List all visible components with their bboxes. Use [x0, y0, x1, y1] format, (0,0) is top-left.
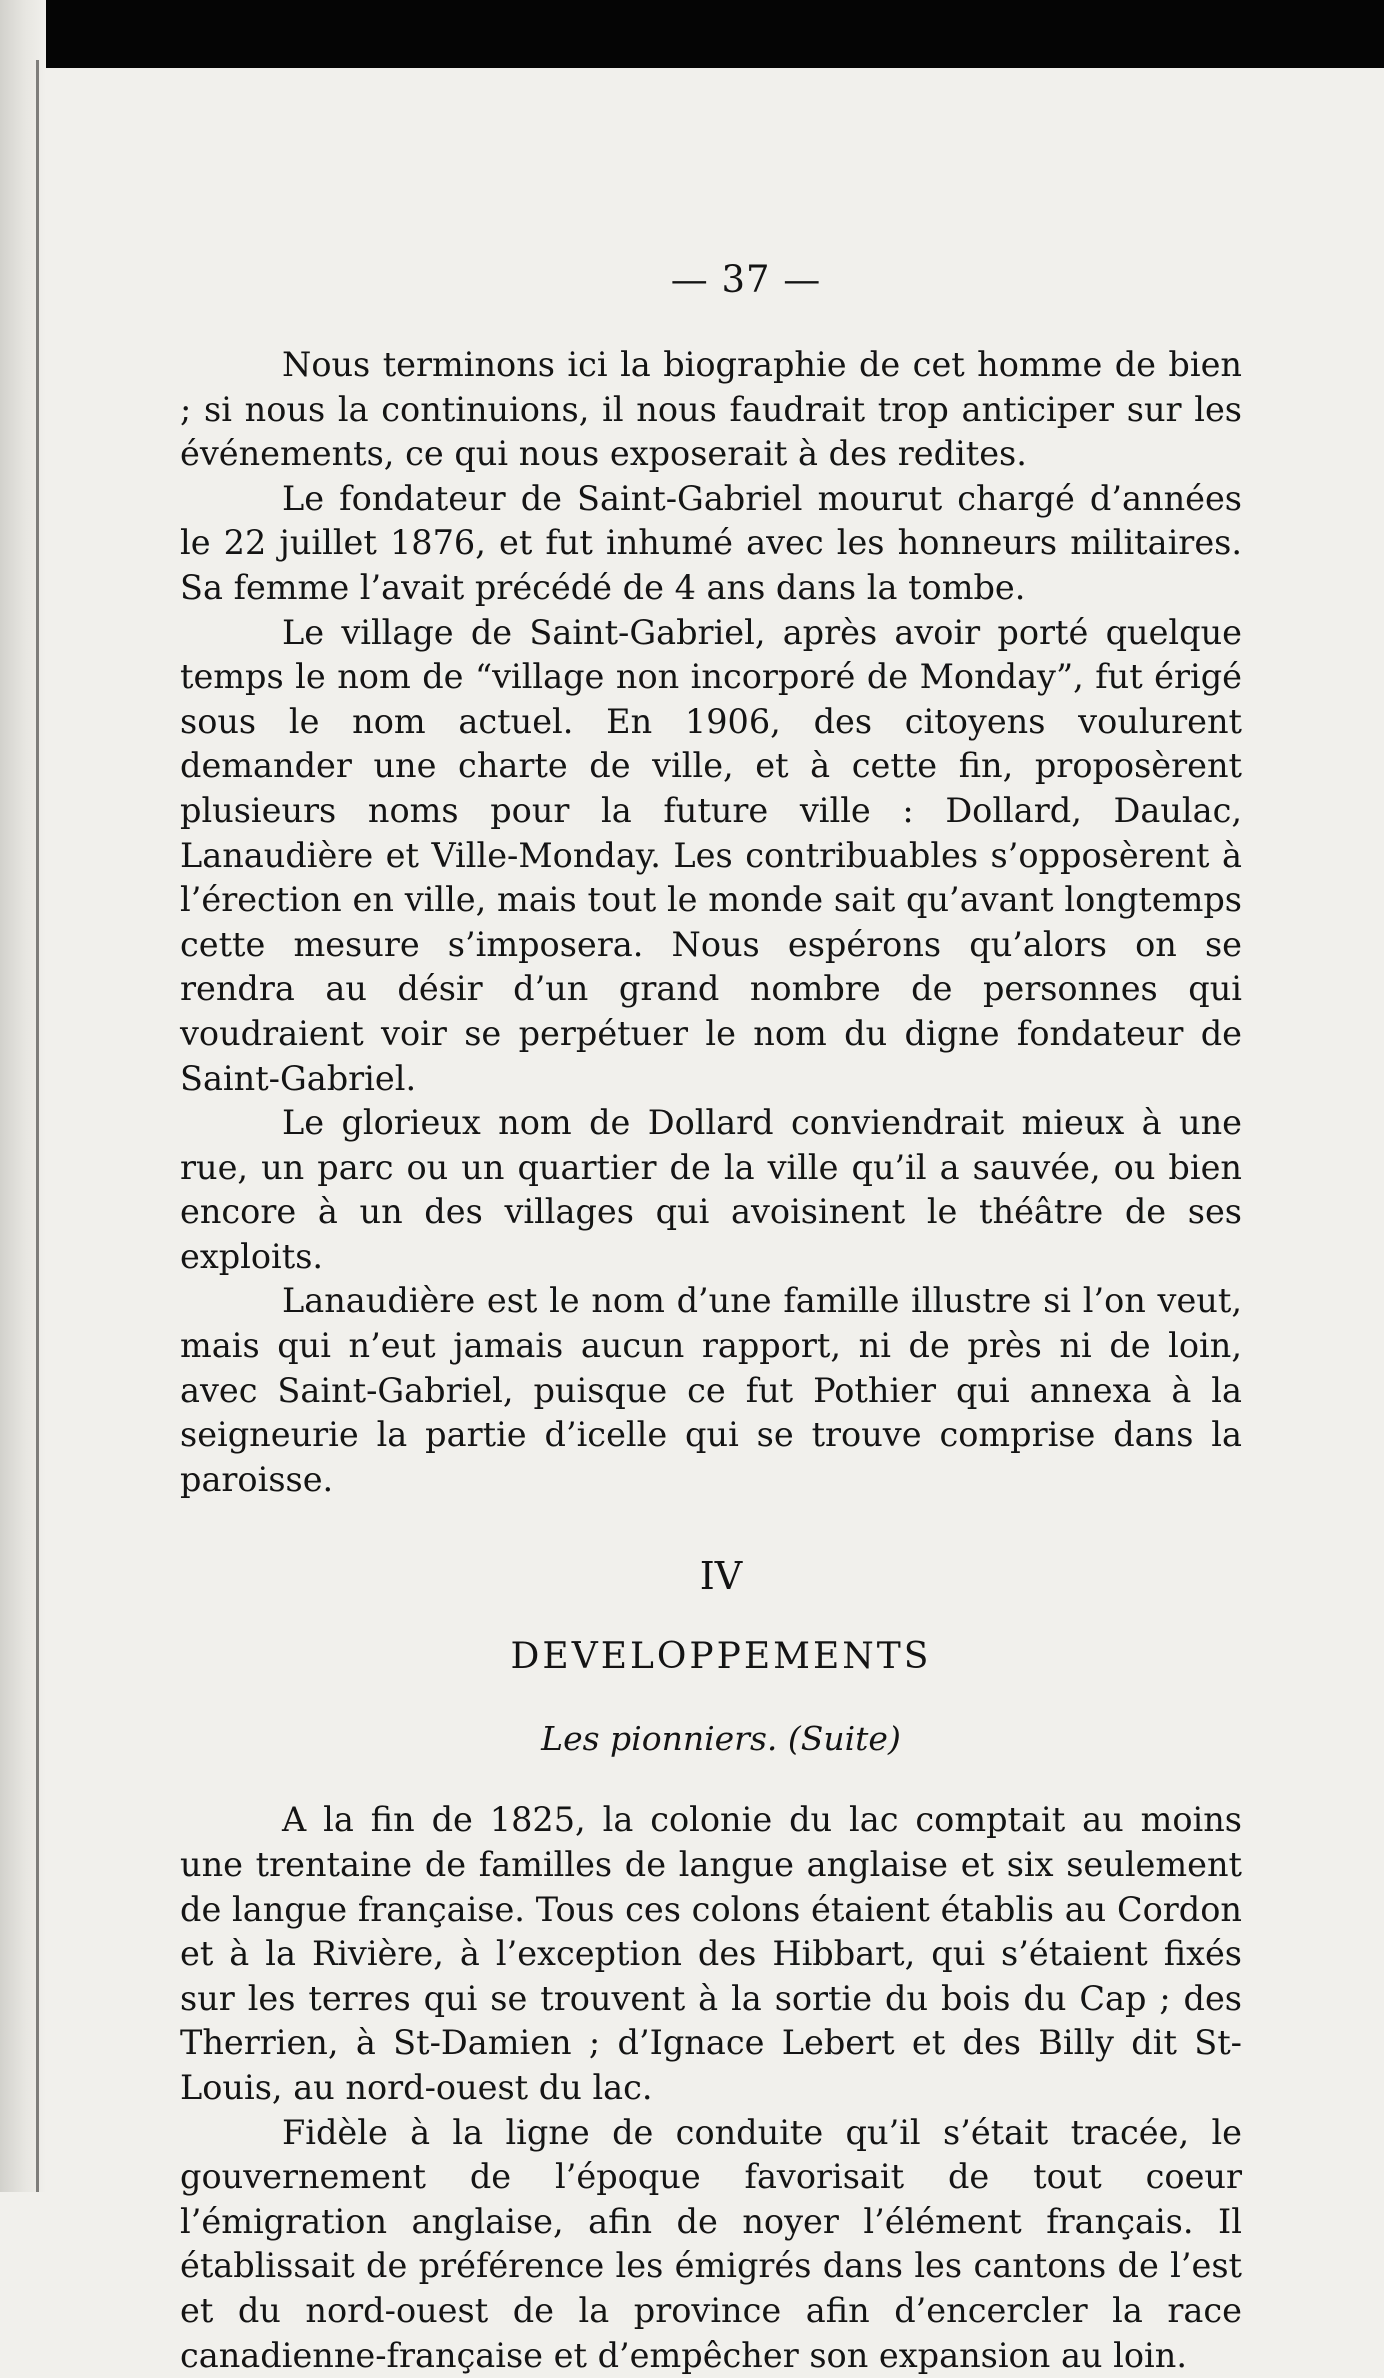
paragraph-lanaudiere: Lanaudière est le nom d’une famille illustre si l’on veut, mais qui n’eut jamais aucun rapport, ni de près ni de loin, avec Saint-Gabriel, puisque ce fut Pothier qui annexa à la seigneurie la partie d’icelle qui se trouve comprise dans la paroisse. — [180, 1281, 1242, 1499]
page-number: — 37 — — [670, 258, 822, 301]
book-page — [180, 258, 1242, 2378]
paragraph-founder-death: Le fondateur de Saint-Gabriel mourut chargé d’années le 22 juillet 1876, et fut inhumé avec les honneurs militaires. Sa femme l’avait précédé de 4 ans dans la tombe. — [180, 478, 1242, 607]
section-number: IV — [699, 1554, 743, 1599]
paragraph-dollard: Le glorieux nom de Dollard conviendrait mieux à une rue, un parc ou un quartier de la ville qu’il a sauvée, ou bien encore à un des villages qui avoisinent le théâtre de ses exploits. — [180, 1103, 1242, 1276]
scan-left-margin — [0, 0, 46, 2192]
paragraph-biography-end: Nous terminons ici la biographie de cet homme de bien ; si nous la continuions, il nous faudrait trop anticiper sur les événements, ce qui nous exposerait à des redites. — [180, 345, 1242, 474]
section-subtitle: Les pionniers. (Suite) — [541, 1719, 901, 1759]
paragraph-colony-1825: A la fin de 1825, la colonie du lac comptait au moins une trentaine de familles de langue anglaise et six seulement de langue française. Tous ces colons étaient établis au Cordon et à la Rivière, à l’exception des Hibbart, qui s’étaient fixés sur les terres qui se trouvent à la sortie du bois du Cap ; des Therrien, à St-Damien ; d’Ignace Lebert et des Billy dit St-Louis, au nord-ouest du lac. — [180, 1800, 1242, 2107]
scan-top-border — [0, 0, 1384, 68]
paragraph-government-policy: Fidèle à la ligne de conduite qu’il s’était tracée, le gouvernement de l’époque favorisait de tout coeur l’émigration anglaise, afin de noyer l’élément français. Il établissait de préférence les émigrés dans les cantons de l’est et du nord-ouest de la province afin d’encercler la race canadienne-française et d’empêcher son expansion au loin. — [180, 2112, 1242, 2375]
page-binding-edge — [36, 60, 39, 2192]
section-title: DEVELOPPEMENTS — [510, 1636, 932, 1678]
paragraph-village-name: Le village de Saint-Gabriel, après avoir porté quelque temps le nom de “village non incorporé de Monday”, fut érigé sous le nom actuel. En 1906, des citoyens voulurent demander une charte de ville, et à cette fin, proposèrent plusieurs noms pour la future ville : Dollard, Daulac, Lanaudière et Ville-Monday. Les contribuables s’opposèrent à l’érection en ville, mais tout le monde sait qu’avant longtemps cette mesure s’imposera. Nous espérons qu’alors on se rendra au désir d’un grand nombre de personnes qui voudraient voir se perpétuer le nom du digne fondateur de Saint-Gabriel. — [180, 612, 1242, 1098]
